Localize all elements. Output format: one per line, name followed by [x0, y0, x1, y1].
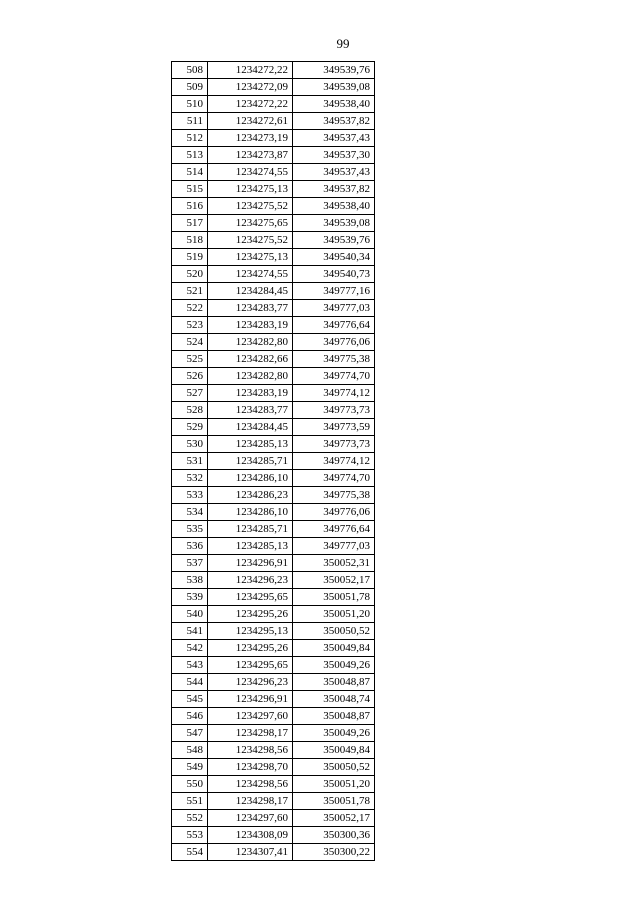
y-coordinate-cell: 350049,26 [293, 657, 375, 674]
table-row [172, 759, 375, 776]
y-coordinate-cell: 349539,76 [293, 232, 375, 249]
table-row [172, 674, 375, 691]
y-coordinate-cell: 350051,78 [293, 793, 375, 810]
x-coordinate-cell: 1234285,13 [208, 538, 293, 555]
x-coordinate-cell: 1234283,77 [208, 402, 293, 419]
y-coordinate-cell: 350049,84 [293, 742, 375, 759]
table-row [172, 470, 375, 487]
table-row [172, 283, 375, 300]
table-row [172, 198, 375, 215]
point-number-cell: 518 [172, 232, 208, 249]
point-number-cell: 543 [172, 657, 208, 674]
x-coordinate-cell: 1234282,80 [208, 334, 293, 351]
table-row [172, 504, 375, 521]
y-coordinate-cell: 349774,70 [293, 470, 375, 487]
table-row [172, 521, 375, 538]
x-coordinate-cell: 1234283,19 [208, 385, 293, 402]
x-coordinate-cell: 1234298,17 [208, 725, 293, 742]
x-coordinate-cell: 1234274,55 [208, 266, 293, 283]
table-row [172, 215, 375, 232]
y-coordinate-cell: 349776,64 [293, 521, 375, 538]
y-coordinate-cell: 349777,16 [293, 283, 375, 300]
table-row [172, 844, 375, 861]
point-number-cell: 509 [172, 79, 208, 96]
x-coordinate-cell: 1234275,65 [208, 215, 293, 232]
point-number-cell: 523 [172, 317, 208, 334]
table-row [172, 827, 375, 844]
point-number-cell: 539 [172, 589, 208, 606]
point-number-cell: 532 [172, 470, 208, 487]
point-number-cell: 513 [172, 147, 208, 164]
y-coordinate-cell: 350048,87 [293, 708, 375, 725]
coordinates-table [171, 61, 375, 861]
y-coordinate-cell: 350050,52 [293, 759, 375, 776]
y-coordinate-cell: 349537,43 [293, 164, 375, 181]
x-coordinate-cell: 1234284,45 [208, 419, 293, 436]
x-coordinate-cell: 1234272,22 [208, 62, 293, 79]
y-coordinate-cell: 349777,03 [293, 300, 375, 317]
y-coordinate-cell: 349773,73 [293, 436, 375, 453]
point-number-cell: 548 [172, 742, 208, 759]
table-row [172, 640, 375, 657]
y-coordinate-cell: 349540,34 [293, 249, 375, 266]
table-row [172, 708, 375, 725]
table-row [172, 266, 375, 283]
table-row [172, 62, 375, 79]
y-coordinate-cell: 349537,82 [293, 181, 375, 198]
y-coordinate-cell: 350049,84 [293, 640, 375, 657]
y-coordinate-cell: 349539,08 [293, 215, 375, 232]
point-number-cell: 517 [172, 215, 208, 232]
x-coordinate-cell: 1234298,17 [208, 793, 293, 810]
table-row [172, 351, 375, 368]
y-coordinate-cell: 349538,40 [293, 198, 375, 215]
y-coordinate-cell: 350052,31 [293, 555, 375, 572]
point-number-cell: 540 [172, 606, 208, 623]
point-number-cell: 511 [172, 113, 208, 130]
point-number-cell: 528 [172, 402, 208, 419]
point-number-cell: 529 [172, 419, 208, 436]
x-coordinate-cell: 1234285,13 [208, 436, 293, 453]
y-coordinate-cell: 349537,30 [293, 147, 375, 164]
x-coordinate-cell: 1234283,77 [208, 300, 293, 317]
table-row [172, 368, 375, 385]
point-number-cell: 522 [172, 300, 208, 317]
y-coordinate-cell: 350052,17 [293, 572, 375, 589]
point-number-cell: 510 [172, 96, 208, 113]
x-coordinate-cell: 1234282,66 [208, 351, 293, 368]
y-coordinate-cell: 349537,43 [293, 130, 375, 147]
x-coordinate-cell: 1234308,09 [208, 827, 293, 844]
x-coordinate-cell: 1234295,65 [208, 657, 293, 674]
y-coordinate-cell: 349776,64 [293, 317, 375, 334]
table-row [172, 623, 375, 640]
point-number-cell: 546 [172, 708, 208, 725]
y-coordinate-cell: 349773,59 [293, 419, 375, 436]
table-row [172, 555, 375, 572]
y-coordinate-cell: 350300,22 [293, 844, 375, 861]
point-number-cell: 544 [172, 674, 208, 691]
x-coordinate-cell: 1234295,13 [208, 623, 293, 640]
x-coordinate-cell: 1234298,56 [208, 742, 293, 759]
y-coordinate-cell: 350049,26 [293, 725, 375, 742]
table-row [172, 691, 375, 708]
table-row [172, 96, 375, 113]
point-number-cell: 526 [172, 368, 208, 385]
point-number-cell: 547 [172, 725, 208, 742]
x-coordinate-cell: 1234272,09 [208, 79, 293, 96]
y-coordinate-cell: 349539,08 [293, 79, 375, 96]
table-row [172, 742, 375, 759]
table-row [172, 793, 375, 810]
y-coordinate-cell: 349773,73 [293, 402, 375, 419]
point-number-cell: 519 [172, 249, 208, 266]
x-coordinate-cell: 1234298,56 [208, 776, 293, 793]
table-row [172, 317, 375, 334]
table-row [172, 419, 375, 436]
y-coordinate-cell: 349538,40 [293, 96, 375, 113]
point-number-cell: 520 [172, 266, 208, 283]
point-number-cell: 545 [172, 691, 208, 708]
table-row [172, 453, 375, 470]
table-row [172, 572, 375, 589]
x-coordinate-cell: 1234272,61 [208, 113, 293, 130]
x-coordinate-cell: 1234282,80 [208, 368, 293, 385]
x-coordinate-cell: 1234275,13 [208, 249, 293, 266]
table-row [172, 606, 375, 623]
y-coordinate-cell: 350048,74 [293, 691, 375, 708]
x-coordinate-cell: 1234296,23 [208, 674, 293, 691]
point-number-cell: 521 [172, 283, 208, 300]
x-coordinate-cell: 1234283,19 [208, 317, 293, 334]
point-number-cell: 541 [172, 623, 208, 640]
x-coordinate-cell: 1234273,19 [208, 130, 293, 147]
x-coordinate-cell: 1234297,60 [208, 708, 293, 725]
table-row [172, 164, 375, 181]
point-number-cell: 535 [172, 521, 208, 538]
point-number-cell: 549 [172, 759, 208, 776]
x-coordinate-cell: 1234307,41 [208, 844, 293, 861]
y-coordinate-cell: 350052,17 [293, 810, 375, 827]
y-coordinate-cell: 349777,03 [293, 538, 375, 555]
page-number: 99 [336, 36, 350, 51]
y-coordinate-cell: 349776,06 [293, 334, 375, 351]
table-row [172, 249, 375, 266]
table-row [172, 232, 375, 249]
point-number-cell: 551 [172, 793, 208, 810]
table-row [172, 385, 375, 402]
x-coordinate-cell: 1234275,52 [208, 198, 293, 215]
x-coordinate-cell: 1234285,71 [208, 521, 293, 538]
x-coordinate-cell: 1234284,45 [208, 283, 293, 300]
table-row [172, 810, 375, 827]
table-row [172, 436, 375, 453]
table-row [172, 300, 375, 317]
table-row [172, 487, 375, 504]
x-coordinate-cell: 1234275,13 [208, 181, 293, 198]
point-number-cell: 530 [172, 436, 208, 453]
point-number-cell: 515 [172, 181, 208, 198]
x-coordinate-cell: 1234295,26 [208, 640, 293, 657]
y-coordinate-cell: 350300,36 [293, 827, 375, 844]
y-coordinate-cell: 350051,20 [293, 776, 375, 793]
point-number-cell: 534 [172, 504, 208, 521]
y-coordinate-cell: 349540,73 [293, 266, 375, 283]
table-row [172, 113, 375, 130]
point-number-cell: 538 [172, 572, 208, 589]
x-coordinate-cell: 1234273,87 [208, 147, 293, 164]
point-number-cell: 531 [172, 453, 208, 470]
point-number-cell: 542 [172, 640, 208, 657]
point-number-cell: 514 [172, 164, 208, 181]
point-number-cell: 512 [172, 130, 208, 147]
x-coordinate-cell: 1234286,10 [208, 504, 293, 521]
y-coordinate-cell: 349776,06 [293, 504, 375, 521]
x-coordinate-cell: 1234274,55 [208, 164, 293, 181]
table-row [172, 130, 375, 147]
point-number-cell: 527 [172, 385, 208, 402]
table-row [172, 79, 375, 96]
x-coordinate-cell: 1234297,60 [208, 810, 293, 827]
x-coordinate-cell: 1234275,52 [208, 232, 293, 249]
x-coordinate-cell: 1234286,23 [208, 487, 293, 504]
x-coordinate-cell: 1234295,26 [208, 606, 293, 623]
y-coordinate-cell: 349539,76 [293, 62, 375, 79]
x-coordinate-cell: 1234286,10 [208, 470, 293, 487]
point-number-cell: 554 [172, 844, 208, 861]
y-coordinate-cell: 349774,70 [293, 368, 375, 385]
y-coordinate-cell: 349775,38 [293, 487, 375, 504]
point-number-cell: 550 [172, 776, 208, 793]
y-coordinate-cell: 350048,87 [293, 674, 375, 691]
table-row [172, 538, 375, 555]
point-number-cell: 516 [172, 198, 208, 215]
y-coordinate-cell: 349774,12 [293, 385, 375, 402]
x-coordinate-cell: 1234295,65 [208, 589, 293, 606]
point-number-cell: 533 [172, 487, 208, 504]
x-coordinate-cell: 1234296,91 [208, 555, 293, 572]
table-row [172, 181, 375, 198]
point-number-cell: 525 [172, 351, 208, 368]
point-number-cell: 553 [172, 827, 208, 844]
x-coordinate-cell: 1234285,71 [208, 453, 293, 470]
point-number-cell: 552 [172, 810, 208, 827]
table-row [172, 402, 375, 419]
table-row [172, 147, 375, 164]
table-row [172, 725, 375, 742]
x-coordinate-cell: 1234298,70 [208, 759, 293, 776]
y-coordinate-cell: 349774,12 [293, 453, 375, 470]
y-coordinate-cell: 350050,52 [293, 623, 375, 640]
point-number-cell: 536 [172, 538, 208, 555]
point-number-cell: 508 [172, 62, 208, 79]
table-row [172, 589, 375, 606]
coordinates-table-body [172, 62, 375, 861]
x-coordinate-cell: 1234272,22 [208, 96, 293, 113]
table-row [172, 657, 375, 674]
y-coordinate-cell: 349775,38 [293, 351, 375, 368]
point-number-cell: 524 [172, 334, 208, 351]
x-coordinate-cell: 1234296,23 [208, 572, 293, 589]
y-coordinate-cell: 349537,82 [293, 113, 375, 130]
table-row [172, 776, 375, 793]
y-coordinate-cell: 350051,78 [293, 589, 375, 606]
y-coordinate-cell: 350051,20 [293, 606, 375, 623]
table-row [172, 334, 375, 351]
x-coordinate-cell: 1234296,91 [208, 691, 293, 708]
point-number-cell: 537 [172, 555, 208, 572]
